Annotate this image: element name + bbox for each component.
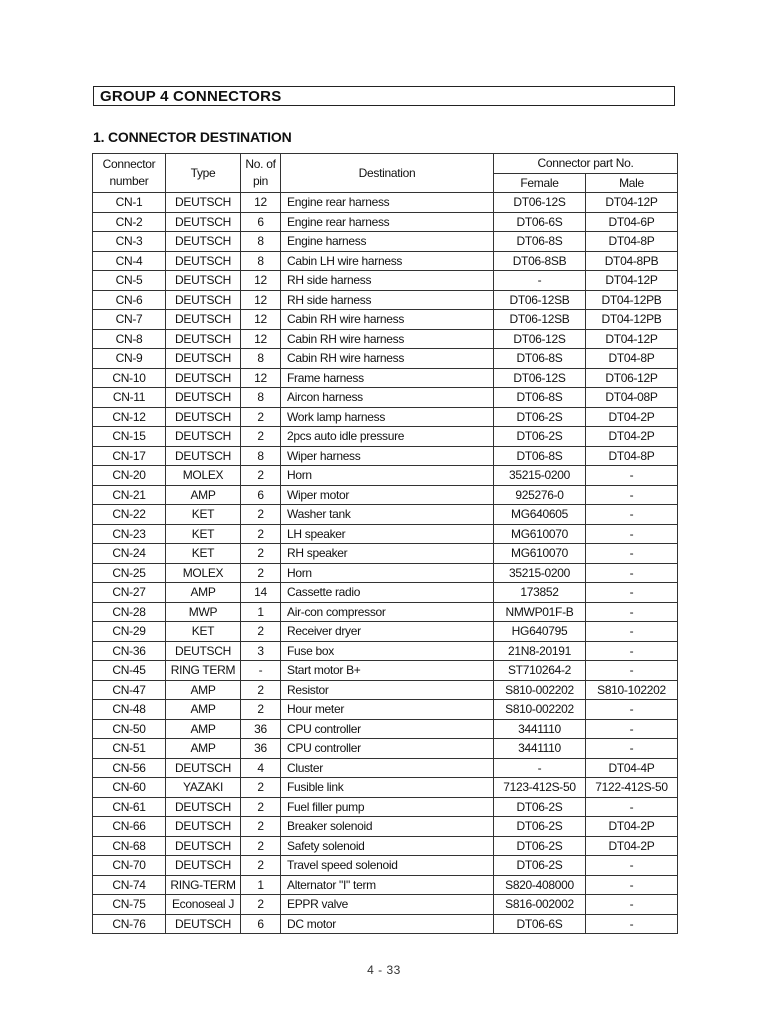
type-cell: DEUTSCH [166, 797, 241, 817]
table-row [93, 739, 678, 759]
female-part-cell: NMWP01F-B [494, 602, 586, 622]
male-part-cell: - [586, 505, 678, 525]
pin-count-cell: 2 [241, 466, 281, 486]
connector-number-cell: CN-45 [93, 661, 166, 681]
destination-cell: EPPR valve [281, 895, 494, 915]
type-cell: DEUTSCH [166, 446, 241, 466]
male-part-cell: - [586, 875, 678, 895]
table-row [93, 895, 678, 915]
female-part-cell: DT06-12S [494, 193, 586, 213]
connector-table [92, 153, 678, 934]
type-cell: DEUTSCH [166, 388, 241, 408]
destination-cell: Cabin RH wire harness [281, 310, 494, 330]
male-part-cell: - [586, 583, 678, 603]
type-cell: KET [166, 622, 241, 642]
type-cell: DEUTSCH [166, 407, 241, 427]
female-part-cell: 35215-0200 [494, 466, 586, 486]
female-part-cell: DT06-6S [494, 212, 586, 232]
table-row [93, 856, 678, 876]
connector-number-cell: CN-5 [93, 271, 166, 291]
destination-cell: CPU controller [281, 739, 494, 759]
female-part-cell: DT06-2S [494, 797, 586, 817]
connector-number-cell: CN-1 [93, 193, 166, 213]
male-part-cell: DT04-8P [586, 349, 678, 369]
pin-count-cell: 12 [241, 193, 281, 213]
header-connector-number: Connector number [93, 154, 166, 193]
female-part-cell: S816-002002 [494, 895, 586, 915]
male-part-cell: DT04-8P [586, 446, 678, 466]
destination-cell: Start motor B+ [281, 661, 494, 681]
female-part-cell: DT06-12SB [494, 290, 586, 310]
pin-count-cell: 2 [241, 680, 281, 700]
connector-number-cell: CN-4 [93, 251, 166, 271]
connector-number-cell: CN-74 [93, 875, 166, 895]
table-row [93, 407, 678, 427]
table-row [93, 563, 678, 583]
pin-count-cell: 2 [241, 797, 281, 817]
connector-number-cell: CN-22 [93, 505, 166, 525]
connector-number-cell: CN-70 [93, 856, 166, 876]
pin-count-cell: 2 [241, 407, 281, 427]
female-part-cell: HG640795 [494, 622, 586, 642]
pin-count-cell: 2 [241, 544, 281, 564]
connector-number-cell: CN-68 [93, 836, 166, 856]
pin-count-cell: 2 [241, 505, 281, 525]
destination-cell: RH side harness [281, 290, 494, 310]
pin-count-cell: 12 [241, 290, 281, 310]
connector-number-cell: CN-11 [93, 388, 166, 408]
connector-number-cell: CN-36 [93, 641, 166, 661]
table-row [93, 349, 678, 369]
connector-number-cell: CN-50 [93, 719, 166, 739]
section-title: 1. CONNECTOR DESTINATION [93, 129, 292, 145]
type-cell: MOLEX [166, 466, 241, 486]
connector-number-cell: CN-28 [93, 602, 166, 622]
table-row [93, 466, 678, 486]
destination-cell: Work lamp harness [281, 407, 494, 427]
type-cell: AMP [166, 739, 241, 759]
female-part-cell: DT06-2S [494, 836, 586, 856]
connector-number-cell: CN-61 [93, 797, 166, 817]
destination-cell: Hour meter [281, 700, 494, 720]
destination-cell: Cabin LH wire harness [281, 251, 494, 271]
connector-number-cell: CN-9 [93, 349, 166, 369]
connector-number-cell: CN-25 [93, 563, 166, 583]
type-cell: KET [166, 544, 241, 564]
destination-cell: Resistor [281, 680, 494, 700]
type-cell: DEUTSCH [166, 329, 241, 349]
pin-count-cell: 36 [241, 719, 281, 739]
pin-count-cell: 2 [241, 427, 281, 447]
pin-count-cell: 2 [241, 622, 281, 642]
table-row [93, 271, 678, 291]
female-part-cell: 35215-0200 [494, 563, 586, 583]
pin-count-cell: 2 [241, 563, 281, 583]
pin-count-cell: 12 [241, 329, 281, 349]
pin-count-cell: 2 [241, 524, 281, 544]
male-part-cell: - [586, 485, 678, 505]
female-part-cell: DT06-2S [494, 407, 586, 427]
connector-number-cell: CN-17 [93, 446, 166, 466]
type-cell: MWP [166, 602, 241, 622]
table-row [93, 700, 678, 720]
table-row [93, 602, 678, 622]
type-cell: DEUTSCH [166, 290, 241, 310]
connector-number-cell: CN-20 [93, 466, 166, 486]
female-part-cell: DT06-6S [494, 914, 586, 934]
male-part-cell: - [586, 856, 678, 876]
table-row [93, 797, 678, 817]
table-row [93, 641, 678, 661]
connector-number-cell: CN-2 [93, 212, 166, 232]
type-cell: AMP [166, 700, 241, 720]
female-part-cell: DT06-12S [494, 329, 586, 349]
pin-count-cell: 1 [241, 875, 281, 895]
destination-cell: RH side harness [281, 271, 494, 291]
connector-number-cell: CN-7 [93, 310, 166, 330]
destination-cell: Engine rear harness [281, 212, 494, 232]
destination-cell: Fuel filler pump [281, 797, 494, 817]
destination-cell: Aircon harness [281, 388, 494, 408]
connector-number-cell: CN-51 [93, 739, 166, 759]
connector-number-cell: CN-23 [93, 524, 166, 544]
male-part-cell: - [586, 661, 678, 681]
connector-number-cell: CN-56 [93, 758, 166, 778]
destination-cell: Horn [281, 466, 494, 486]
connector-number-cell: CN-10 [93, 368, 166, 388]
connector-number-cell: CN-15 [93, 427, 166, 447]
male-part-cell: S810-102202 [586, 680, 678, 700]
destination-cell: Cluster [281, 758, 494, 778]
connector-number-cell: CN-3 [93, 232, 166, 252]
destination-cell: Wiper harness [281, 446, 494, 466]
female-part-cell: DT06-8S [494, 349, 586, 369]
male-part-cell: DT04-2P [586, 817, 678, 837]
male-part-cell: DT04-08P [586, 388, 678, 408]
destination-cell: Washer tank [281, 505, 494, 525]
connector-number-cell: CN-24 [93, 544, 166, 564]
connector-number-cell: CN-48 [93, 700, 166, 720]
table-header-row [93, 154, 678, 174]
female-part-cell: MG640605 [494, 505, 586, 525]
pin-count-cell: 36 [241, 739, 281, 759]
table-row [93, 368, 678, 388]
destination-cell: Frame harness [281, 368, 494, 388]
type-cell: KET [166, 505, 241, 525]
destination-cell: Horn [281, 563, 494, 583]
male-part-cell: DT04-2P [586, 407, 678, 427]
pin-count-cell: 1 [241, 602, 281, 622]
destination-cell: DC motor [281, 914, 494, 934]
male-part-cell: - [586, 719, 678, 739]
pin-count-cell: 8 [241, 232, 281, 252]
male-part-cell: DT04-12PB [586, 290, 678, 310]
male-part-cell: DT04-12P [586, 329, 678, 349]
pin-count-cell: 12 [241, 310, 281, 330]
male-part-cell: - [586, 466, 678, 486]
male-part-cell: DT04-2P [586, 836, 678, 856]
destination-cell: Travel speed solenoid [281, 856, 494, 876]
female-part-cell: S820-408000 [494, 875, 586, 895]
connector-number-cell: CN-6 [93, 290, 166, 310]
female-part-cell: 173852 [494, 583, 586, 603]
table-row [93, 544, 678, 564]
type-cell: Econoseal J [166, 895, 241, 915]
connector-number-cell: CN-75 [93, 895, 166, 915]
table-row [93, 388, 678, 408]
type-cell: YAZAKI [166, 778, 241, 798]
pin-count-cell: 3 [241, 641, 281, 661]
male-part-cell: DT04-8PB [586, 251, 678, 271]
group-header-box [93, 86, 675, 106]
type-cell: AMP [166, 485, 241, 505]
destination-cell: Air-con compressor [281, 602, 494, 622]
destination-cell: CPU controller [281, 719, 494, 739]
male-part-cell: - [586, 700, 678, 720]
type-cell: KET [166, 524, 241, 544]
table-row [93, 251, 678, 271]
type-cell: MOLEX [166, 563, 241, 583]
destination-cell: Alternator "I" term [281, 875, 494, 895]
table-body [93, 193, 678, 934]
table-row [93, 836, 678, 856]
table-row [93, 778, 678, 798]
table-row [93, 329, 678, 349]
type-cell: DEUTSCH [166, 641, 241, 661]
male-part-cell: - [586, 797, 678, 817]
type-cell: DEUTSCH [166, 758, 241, 778]
female-part-cell: 7123-412S-50 [494, 778, 586, 798]
female-part-cell: DT06-8S [494, 446, 586, 466]
table-row [93, 485, 678, 505]
female-part-cell: DT06-12SB [494, 310, 586, 330]
female-part-cell: DT06-8SB [494, 251, 586, 271]
female-part-cell: MG610070 [494, 524, 586, 544]
male-part-cell: DT04-4P [586, 758, 678, 778]
male-part-cell: - [586, 739, 678, 759]
destination-cell: Cabin RH wire harness [281, 329, 494, 349]
header-destination: Destination [281, 154, 494, 193]
pin-count-cell: 2 [241, 700, 281, 720]
pin-count-cell: 2 [241, 817, 281, 837]
destination-cell: Engine rear harness [281, 193, 494, 213]
pin-count-cell: 14 [241, 583, 281, 603]
table-row [93, 310, 678, 330]
destination-cell: RH speaker [281, 544, 494, 564]
destination-cell: Fusible link [281, 778, 494, 798]
page-number: 4 - 33 [367, 963, 401, 977]
male-part-cell: - [586, 641, 678, 661]
table-row [93, 427, 678, 447]
connector-number-cell: CN-76 [93, 914, 166, 934]
female-part-cell: DT06-12S [494, 368, 586, 388]
female-part-cell: 21N8-20191 [494, 641, 586, 661]
connector-number-cell: CN-47 [93, 680, 166, 700]
male-part-cell: - [586, 622, 678, 642]
connector-number-cell: CN-12 [93, 407, 166, 427]
male-part-cell: DT04-12P [586, 271, 678, 291]
pin-count-cell: 6 [241, 212, 281, 232]
type-cell: DEUTSCH [166, 817, 241, 837]
destination-cell: Wiper motor [281, 485, 494, 505]
header-no-of-pin: No. of pin [241, 154, 281, 193]
destination-cell: LH speaker [281, 524, 494, 544]
header-connector-part-no: Connector part No. [494, 154, 678, 174]
pin-count-cell: 6 [241, 914, 281, 934]
header-type: Type [166, 154, 241, 193]
pin-count-cell: 8 [241, 388, 281, 408]
type-cell: DEUTSCH [166, 914, 241, 934]
type-cell: DEUTSCH [166, 368, 241, 388]
destination-cell: 2pcs auto idle pressure [281, 427, 494, 447]
male-part-cell: - [586, 914, 678, 934]
male-part-cell: DT04-2P [586, 427, 678, 447]
female-part-cell: S810-002202 [494, 700, 586, 720]
table-row [93, 622, 678, 642]
table-row [93, 914, 678, 934]
male-part-cell: DT06-12P [586, 368, 678, 388]
destination-cell: Cabin RH wire harness [281, 349, 494, 369]
connector-number-cell: CN-27 [93, 583, 166, 603]
male-part-cell: - [586, 563, 678, 583]
female-part-cell: - [494, 271, 586, 291]
table-row [93, 193, 678, 213]
type-cell: DEUTSCH [166, 856, 241, 876]
table-row [93, 524, 678, 544]
pin-count-cell: 2 [241, 836, 281, 856]
table-row [93, 719, 678, 739]
male-part-cell: - [586, 544, 678, 564]
pin-count-cell: 8 [241, 446, 281, 466]
pin-count-cell: 12 [241, 368, 281, 388]
table-row [93, 680, 678, 700]
header-male: Male [586, 173, 678, 193]
male-part-cell: DT04-12P [586, 193, 678, 213]
female-part-cell: - [494, 758, 586, 778]
connector-number-cell: CN-60 [93, 778, 166, 798]
pin-count-cell: 2 [241, 856, 281, 876]
male-part-cell: - [586, 895, 678, 915]
female-part-cell: DT06-2S [494, 856, 586, 876]
female-part-cell: 3441110 [494, 719, 586, 739]
table-row [93, 583, 678, 603]
female-part-cell: DT06-8S [494, 232, 586, 252]
male-part-cell: DT04-8P [586, 232, 678, 252]
male-part-cell: - [586, 524, 678, 544]
group-title: GROUP 4 CONNECTORS [100, 88, 282, 105]
type-cell: DEUTSCH [166, 271, 241, 291]
connector-number-cell: CN-66 [93, 817, 166, 837]
table-row [93, 875, 678, 895]
pin-count-cell: - [241, 661, 281, 681]
male-part-cell: - [586, 602, 678, 622]
table-row [93, 505, 678, 525]
female-part-cell: DT06-2S [494, 427, 586, 447]
pin-count-cell: 6 [241, 485, 281, 505]
pin-count-cell: 8 [241, 251, 281, 271]
table-row [93, 758, 678, 778]
pin-count-cell: 12 [241, 271, 281, 291]
type-cell: DEUTSCH [166, 193, 241, 213]
female-part-cell: S810-002202 [494, 680, 586, 700]
type-cell: DEUTSCH [166, 836, 241, 856]
female-part-cell: DT06-8S [494, 388, 586, 408]
destination-cell: Cassette radio [281, 583, 494, 603]
connector-number-cell: CN-8 [93, 329, 166, 349]
male-part-cell: DT04-12PB [586, 310, 678, 330]
type-cell: DEUTSCH [166, 232, 241, 252]
male-part-cell: DT04-6P [586, 212, 678, 232]
pin-count-cell: 2 [241, 895, 281, 915]
type-cell: DEUTSCH [166, 427, 241, 447]
table-row [93, 212, 678, 232]
type-cell: RING TERM [166, 661, 241, 681]
type-cell: AMP [166, 680, 241, 700]
male-part-cell: 7122-412S-50 [586, 778, 678, 798]
type-cell: DEUTSCH [166, 349, 241, 369]
type-cell: DEUTSCH [166, 251, 241, 271]
female-part-cell: 925276-0 [494, 485, 586, 505]
table-row [93, 290, 678, 310]
table-row [93, 817, 678, 837]
pin-count-cell: 2 [241, 778, 281, 798]
pin-count-cell: 4 [241, 758, 281, 778]
type-cell: DEUTSCH [166, 310, 241, 330]
female-part-cell: MG610070 [494, 544, 586, 564]
female-part-cell: DT06-2S [494, 817, 586, 837]
pin-count-cell: 8 [241, 349, 281, 369]
destination-cell: Engine harness [281, 232, 494, 252]
header-female: Female [494, 173, 586, 193]
table-row [93, 661, 678, 681]
destination-cell: Safety solenoid [281, 836, 494, 856]
type-cell: RING-TERM [166, 875, 241, 895]
connector-number-cell: CN-21 [93, 485, 166, 505]
destination-cell: Fuse box [281, 641, 494, 661]
connector-number-cell: CN-29 [93, 622, 166, 642]
table-row [93, 232, 678, 252]
female-part-cell: 3441110 [494, 739, 586, 759]
type-cell: DEUTSCH [166, 212, 241, 232]
female-part-cell: ST710264-2 [494, 661, 586, 681]
type-cell: AMP [166, 719, 241, 739]
destination-cell: Receiver dryer [281, 622, 494, 642]
destination-cell: Breaker solenoid [281, 817, 494, 837]
table-row [93, 446, 678, 466]
type-cell: AMP [166, 583, 241, 603]
